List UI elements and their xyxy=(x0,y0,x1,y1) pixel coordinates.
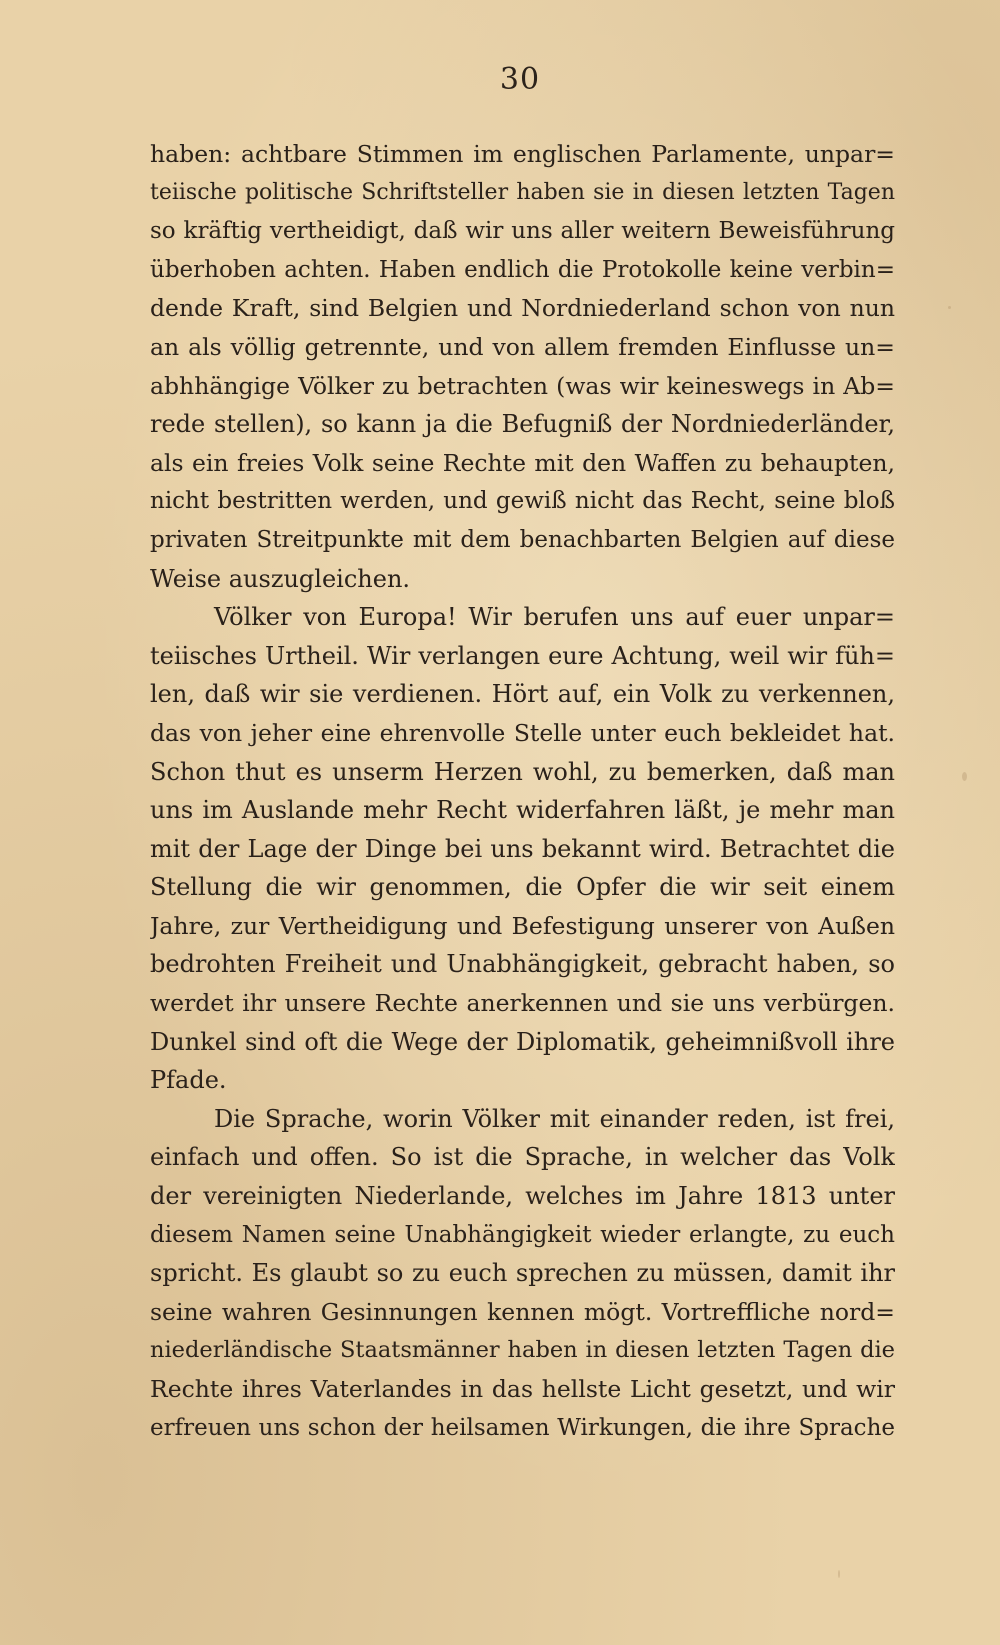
text-line: Stellung die wir genommen, die Opfer die wir seit einem xyxy=(150,873,895,902)
text-line: Pfade. xyxy=(150,1066,227,1095)
text-line: diesem Namen seine Unabhängigkeit wieder erlangte, zu euch xyxy=(150,1221,895,1248)
text-line: dende Kraft, sind Belgien und Nordniederland schon von nun xyxy=(150,294,895,323)
text-line: len, daß wir sie verdienen. Hört auf, ein Volk zu verkennen, xyxy=(150,680,895,709)
text-line: teiisches Urtheil. Wir verlangen eure Achtung, weil wir füh= xyxy=(150,641,895,670)
text-line: abhhängige Völker zu betrachten (was wir keineswegs in Ab= xyxy=(150,371,895,400)
text-line: werdet ihr unsere Rechte anerkennen und sie uns verbürgen. xyxy=(150,989,895,1018)
text-line: als ein freies Volk seine Rechte mit den Waffen zu behaupten, xyxy=(150,448,895,477)
text-line: erfreuen uns schon der heilsamen Wirkungen, die ihre Sprache xyxy=(150,1414,895,1441)
text-line: überhoben achten. Haben endlich die Protokolle keine verbin= xyxy=(150,256,895,283)
text-line: das von jeher eine ehrenvolle Stelle unter euch bekleidet hat. xyxy=(150,718,895,747)
text-line: der vereinigten Niederlande, welches im Jahre 1813 unter xyxy=(150,1182,895,1211)
text-line: Schon thut es unserm Herzen wohl, zu bemerken, daß man xyxy=(150,757,895,786)
text-line: Dunkel sind oft die Wege der Diplomatik, geheimnißvoll ihre xyxy=(150,1027,895,1056)
text-line: uns im Auslande mehr Recht widerfahren läßt, je mehr man xyxy=(150,796,895,825)
paper-stain xyxy=(948,306,951,309)
text-line: Jahre, zur Vertheidigung und Befestigung unserer von Außen xyxy=(150,911,895,940)
text-line: mit der Lage der Dinge bei uns bekannt wird. Betrachtet die xyxy=(150,834,895,863)
text-line: teiische politische Schriftsteller haben sie in diesen letzten Tagen xyxy=(150,179,895,205)
text-line: haben: achtbare Stimmen im englischen Parlamente, unpar= xyxy=(150,140,895,168)
text-line: Völker von Europa! Wir berufen uns auf euer unpar= xyxy=(214,603,895,632)
page-number: 30 xyxy=(499,62,541,97)
body-text xyxy=(150,135,895,1447)
text-line: an als völlig getrennte, und von allem fremden Einflusse un= xyxy=(150,332,895,361)
text-line: rede stellen), so kann ja die Befugniß der Nordniederländer, xyxy=(150,410,895,439)
text-line: einfach und offen. So ist die Sprache, in welcher das Volk xyxy=(150,1143,895,1172)
text-line: privaten Streitpunkte mit dem benachbarten Belgien auf diese xyxy=(150,526,895,553)
text-line: so kräftig vertheidigt, daß wir uns aller weitern Beweisführung xyxy=(150,218,895,245)
text-line: seine wahren Gesinnungen kennen mögt. Vortreffliche nord= xyxy=(150,1297,895,1326)
paper-stain xyxy=(962,772,967,781)
text-line: Die Sprache, worin Völker mit einander reden, ist frei, xyxy=(214,1104,895,1133)
text-line: Weise auszugleichen. xyxy=(150,564,411,593)
text-line: nicht bestritten werden, und gewiß nicht das Recht, seine bloß xyxy=(150,488,895,515)
text-line: niederländische Staatsmänner haben in diesen letzten Tagen die xyxy=(150,1337,895,1364)
paper-stain xyxy=(838,1570,840,1578)
text-line: bedrohten Freiheit und Unabhängigkeit, gebracht haben, so xyxy=(150,950,895,979)
text-line: spricht. Es glaubt so zu euch sprechen zu müssen, damit ihr xyxy=(150,1259,895,1288)
text-line: Rechte ihres Vaterlandes in das hellste Licht gesetzt, und wir xyxy=(150,1375,895,1403)
